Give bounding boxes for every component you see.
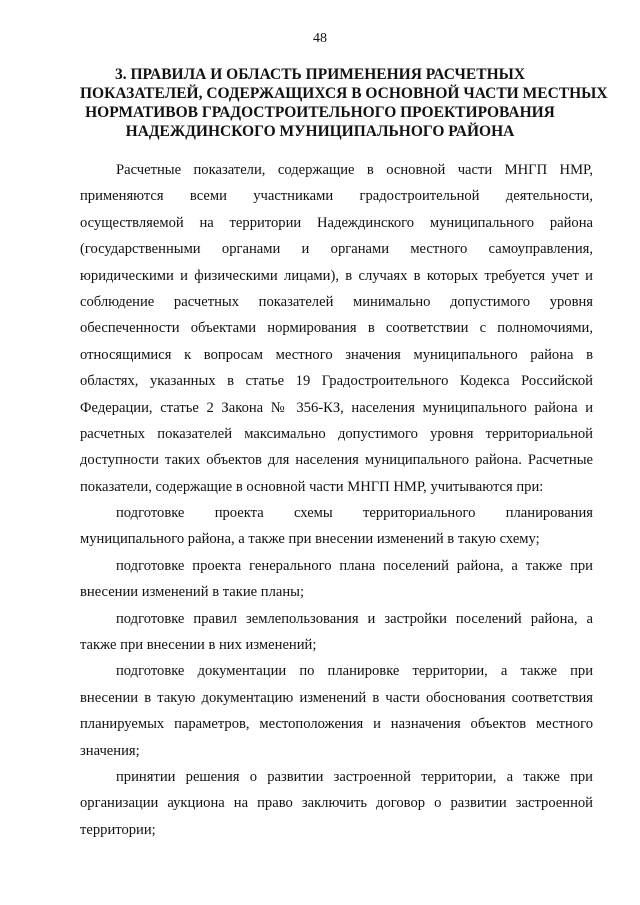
paragraph-intro (80, 157, 593, 500)
heading-line: НОРМАТИВОВ ГРАДОСТРОИТЕЛЬНОГО ПРОЕКТИРОВАНИЯ (85, 104, 555, 121)
text-line: расчетных показателей максимально допустимого уровня территориальной (80, 425, 593, 442)
list-item-general-plan (80, 553, 593, 606)
text-line: подготовке проекта схемы территориального планирования (116, 505, 593, 522)
text-line: обеспеченности объектами нормирования в соответствии с полномочиями, (80, 320, 593, 337)
text-line: Федерации, статье 2 Закона № 356-КЗ, населения муниципального района и (80, 399, 593, 416)
section-heading (80, 65, 608, 141)
text-line: Расчетные показатели, содержащие в основной части МНГП НМР, (116, 162, 593, 178)
text-line: показатели, содержащие в основной части МНГП НМР, учитываются при: (80, 478, 544, 495)
list-item-territorial-scheme (80, 500, 593, 553)
text-line: территории; (80, 821, 156, 838)
text-line: также при внесении в них изменений; (80, 637, 317, 654)
body-text (80, 157, 593, 843)
text-line: значения; (80, 742, 140, 759)
text-line: подготовке проекта генерального плана поселений района, а также при (116, 557, 593, 574)
text-line: относящимися к вопросам местного значения муниципального района в (80, 346, 593, 363)
text-line: планируемых параметров, местоположения и назначения объектов местного (80, 716, 593, 733)
list-item-land-use-rules (80, 606, 593, 659)
text-line: внесении изменений в такие планы; (80, 584, 305, 601)
page-number: 48 (313, 31, 327, 46)
text-line: юридическими и физическими лицами), в случаях в которых требуется учет и (80, 267, 593, 284)
text-line: применяются всеми участниками градостроительной деятельности, (80, 188, 593, 205)
text-line: осуществляемой на территории Надеждинского муниципального района (80, 214, 593, 231)
list-item-planning-documentation (80, 658, 593, 764)
text-line: принятии решения о развитии застроенной территории, а также при (116, 768, 593, 785)
list-item-built-up-territory (80, 764, 593, 843)
heading-line: 3. ПРАВИЛА И ОБЛАСТЬ ПРИМЕНЕНИЯ РАСЧЕТНЫХ (114, 66, 526, 83)
text-line: подготовке правил землепользования и застройки поселений района, а (116, 610, 593, 627)
text-line: областях, указанных в статье 19 Градостроительного Кодекса Российской (80, 373, 593, 390)
heading-line: ПОКАЗАТЕЛЕЙ, СОДЕРЖАЩИХСЯ В ОСНОВНОЙ ЧАСТИ МЕСТНЫХ (80, 85, 608, 102)
text-line: подготовке документации по планировке территории, а также при (116, 663, 593, 680)
heading-line: НАДЕЖДИНСКОГО МУНИЦИПАЛЬНОГО РАЙОНА (125, 123, 515, 140)
text-line: (государственными органами и органами местного самоуправления, (80, 241, 593, 258)
text-line: внесении в такую документацию изменений в части обоснования соответствия (80, 689, 593, 706)
text-line: соблюдение расчетных показателей минимально допустимого уровня (80, 293, 593, 310)
text-line: муниципального района, а также при внесении изменений в такую схему; (80, 531, 540, 548)
text-line: организации аукциона на право заключить договор о развитии застроенной (80, 795, 593, 812)
text-line: доступности таких объектов для населения муниципального района. Расчетные (80, 452, 593, 469)
